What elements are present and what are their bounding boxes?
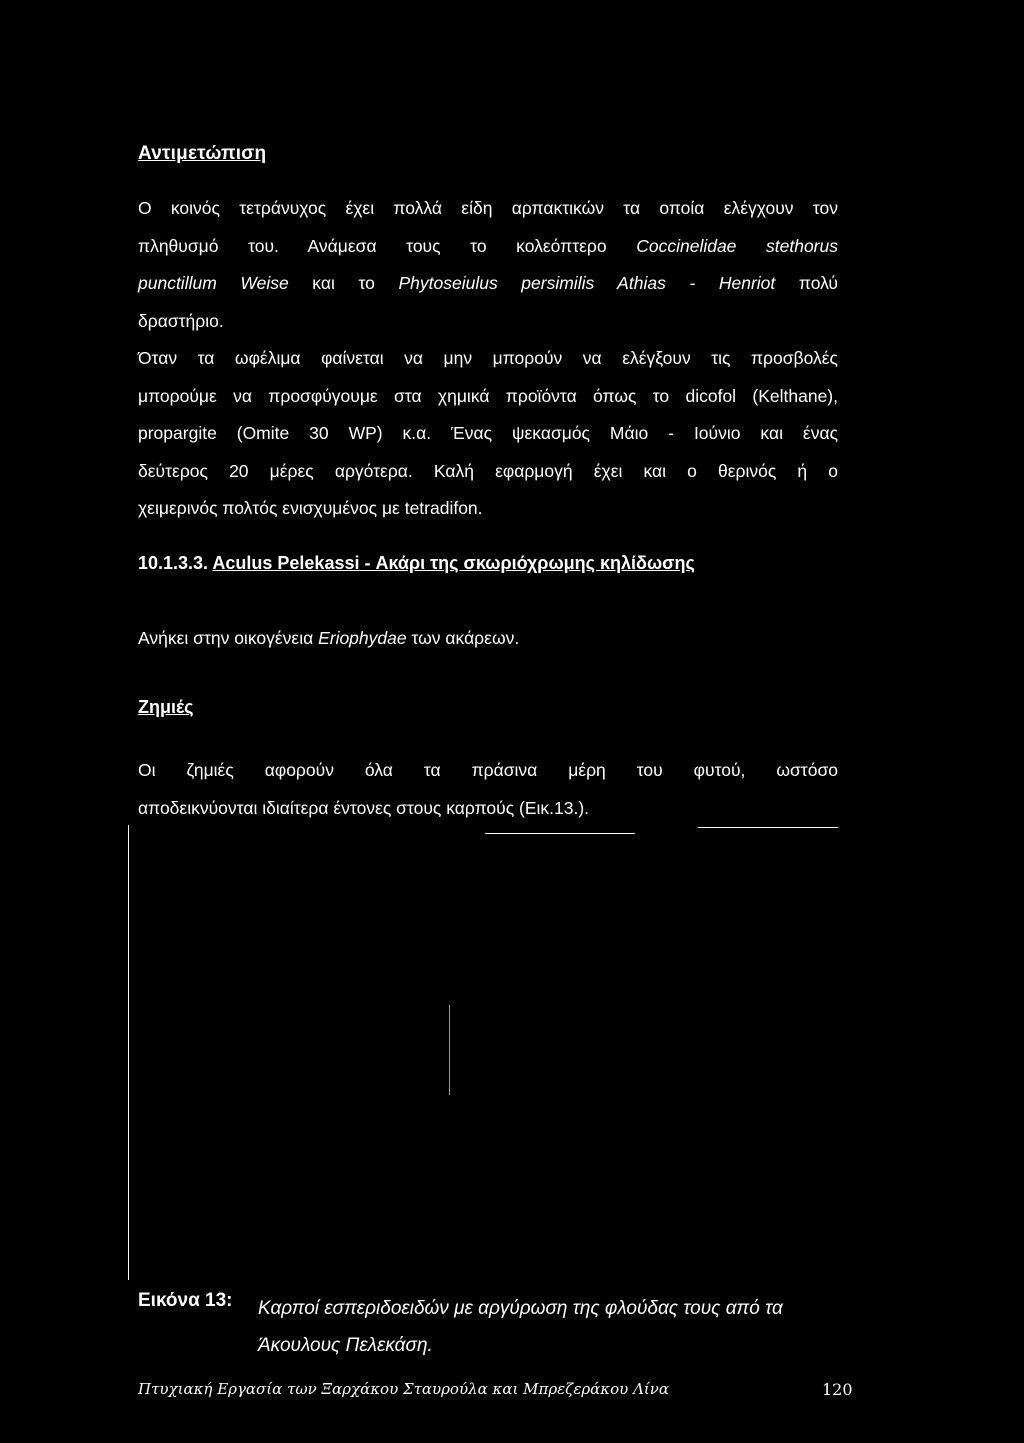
paragraph-line: χειμερινός πολτός ενισχυμένος με tetradifon.	[138, 498, 483, 518]
figure-label: Εικόνα 13:	[138, 1290, 233, 1311]
frame-line	[485, 833, 635, 834]
paragraph-line: αποδεικνύονται ιδιαίτερα έντονες στους καρπούς (Εικ.13.).	[138, 797, 590, 818]
paragraph-line: Ο κοινός τετράνυχος έχει πολλά είδη αρπακτικών τα οποία ελέγχουν τον	[138, 198, 838, 218]
treatment-paragraph	[138, 190, 838, 528]
paragraph-line: πληθυσμό του. Ανάμεσα τους το κολεόπτερο Coccinelidae stethorus	[138, 235, 838, 256]
section-heading-treatment: Αντιμετώπιση	[138, 143, 267, 164]
paragraph-line: δεύτερος 20 μέρες αργότερα. Καλή εφαρμογή έχει και ο θερινός ή ο	[138, 460, 838, 481]
family-line: Ανήκει στην οικογένεια Eriophydae των ακάρεων.	[138, 628, 520, 648]
frame-line	[128, 825, 129, 1280]
frame-line	[449, 1005, 450, 1095]
figure-caption-text: Καρποί εσπεριδοειδών με αργύρωση της φλούδας τους από τα Άκουλους Πελεκάση.	[258, 1298, 783, 1356]
paragraph-line: Οι ζημιές αφορούν όλα τα πράσινα μέρη του φυτού, ωστόσο	[138, 760, 838, 780]
paragraph-line: Όταν τα ωφέλιμα φαίνεται να μην μπορούν να ελέγξουν τις προσβολές	[138, 348, 838, 368]
species-name: punctillum Weise	[138, 273, 289, 293]
page-number: 120	[822, 1380, 853, 1399]
figure-caption	[138, 1290, 868, 1364]
family-name: Eriophydae	[318, 628, 407, 648]
section-number: 10.1.3.3.	[138, 553, 213, 573]
section-title-aculus	[138, 553, 695, 574]
species-name: Coccinelidae stethorus	[636, 235, 838, 256]
page-footer: Πτυχιακή Εργασία των Ξαρχάκου Σταυρούλα και Μπρεζεράκου Λίνα	[138, 1380, 670, 1398]
damages-paragraph	[138, 752, 838, 827]
species-name: Phytoseiulus persimilis Athias - Henriot	[398, 273, 776, 293]
frame-line	[698, 827, 838, 828]
section-title-text: Aculus Pelekassi - Ακάρι της σκωριόχρωμης κηλίδωσης	[212, 553, 695, 573]
section-heading-damages: Ζημιές	[138, 697, 194, 717]
paragraph-line: propargite (Omite 30 WP) κ.α. Ένας ψεκασμός Μάιο - Ιούνιο και ένας	[138, 423, 838, 443]
paragraph-line: δραστήριο.	[138, 310, 224, 331]
paragraph-line: μπορούμε να προσφύγουμε στα χημικά προϊόντα όπως το dicofol (Kelthane),	[138, 385, 838, 406]
paragraph-line: punctillum Weise και το Phytoseiulus persimilis Athias - Henriot πολύ	[138, 273, 838, 293]
